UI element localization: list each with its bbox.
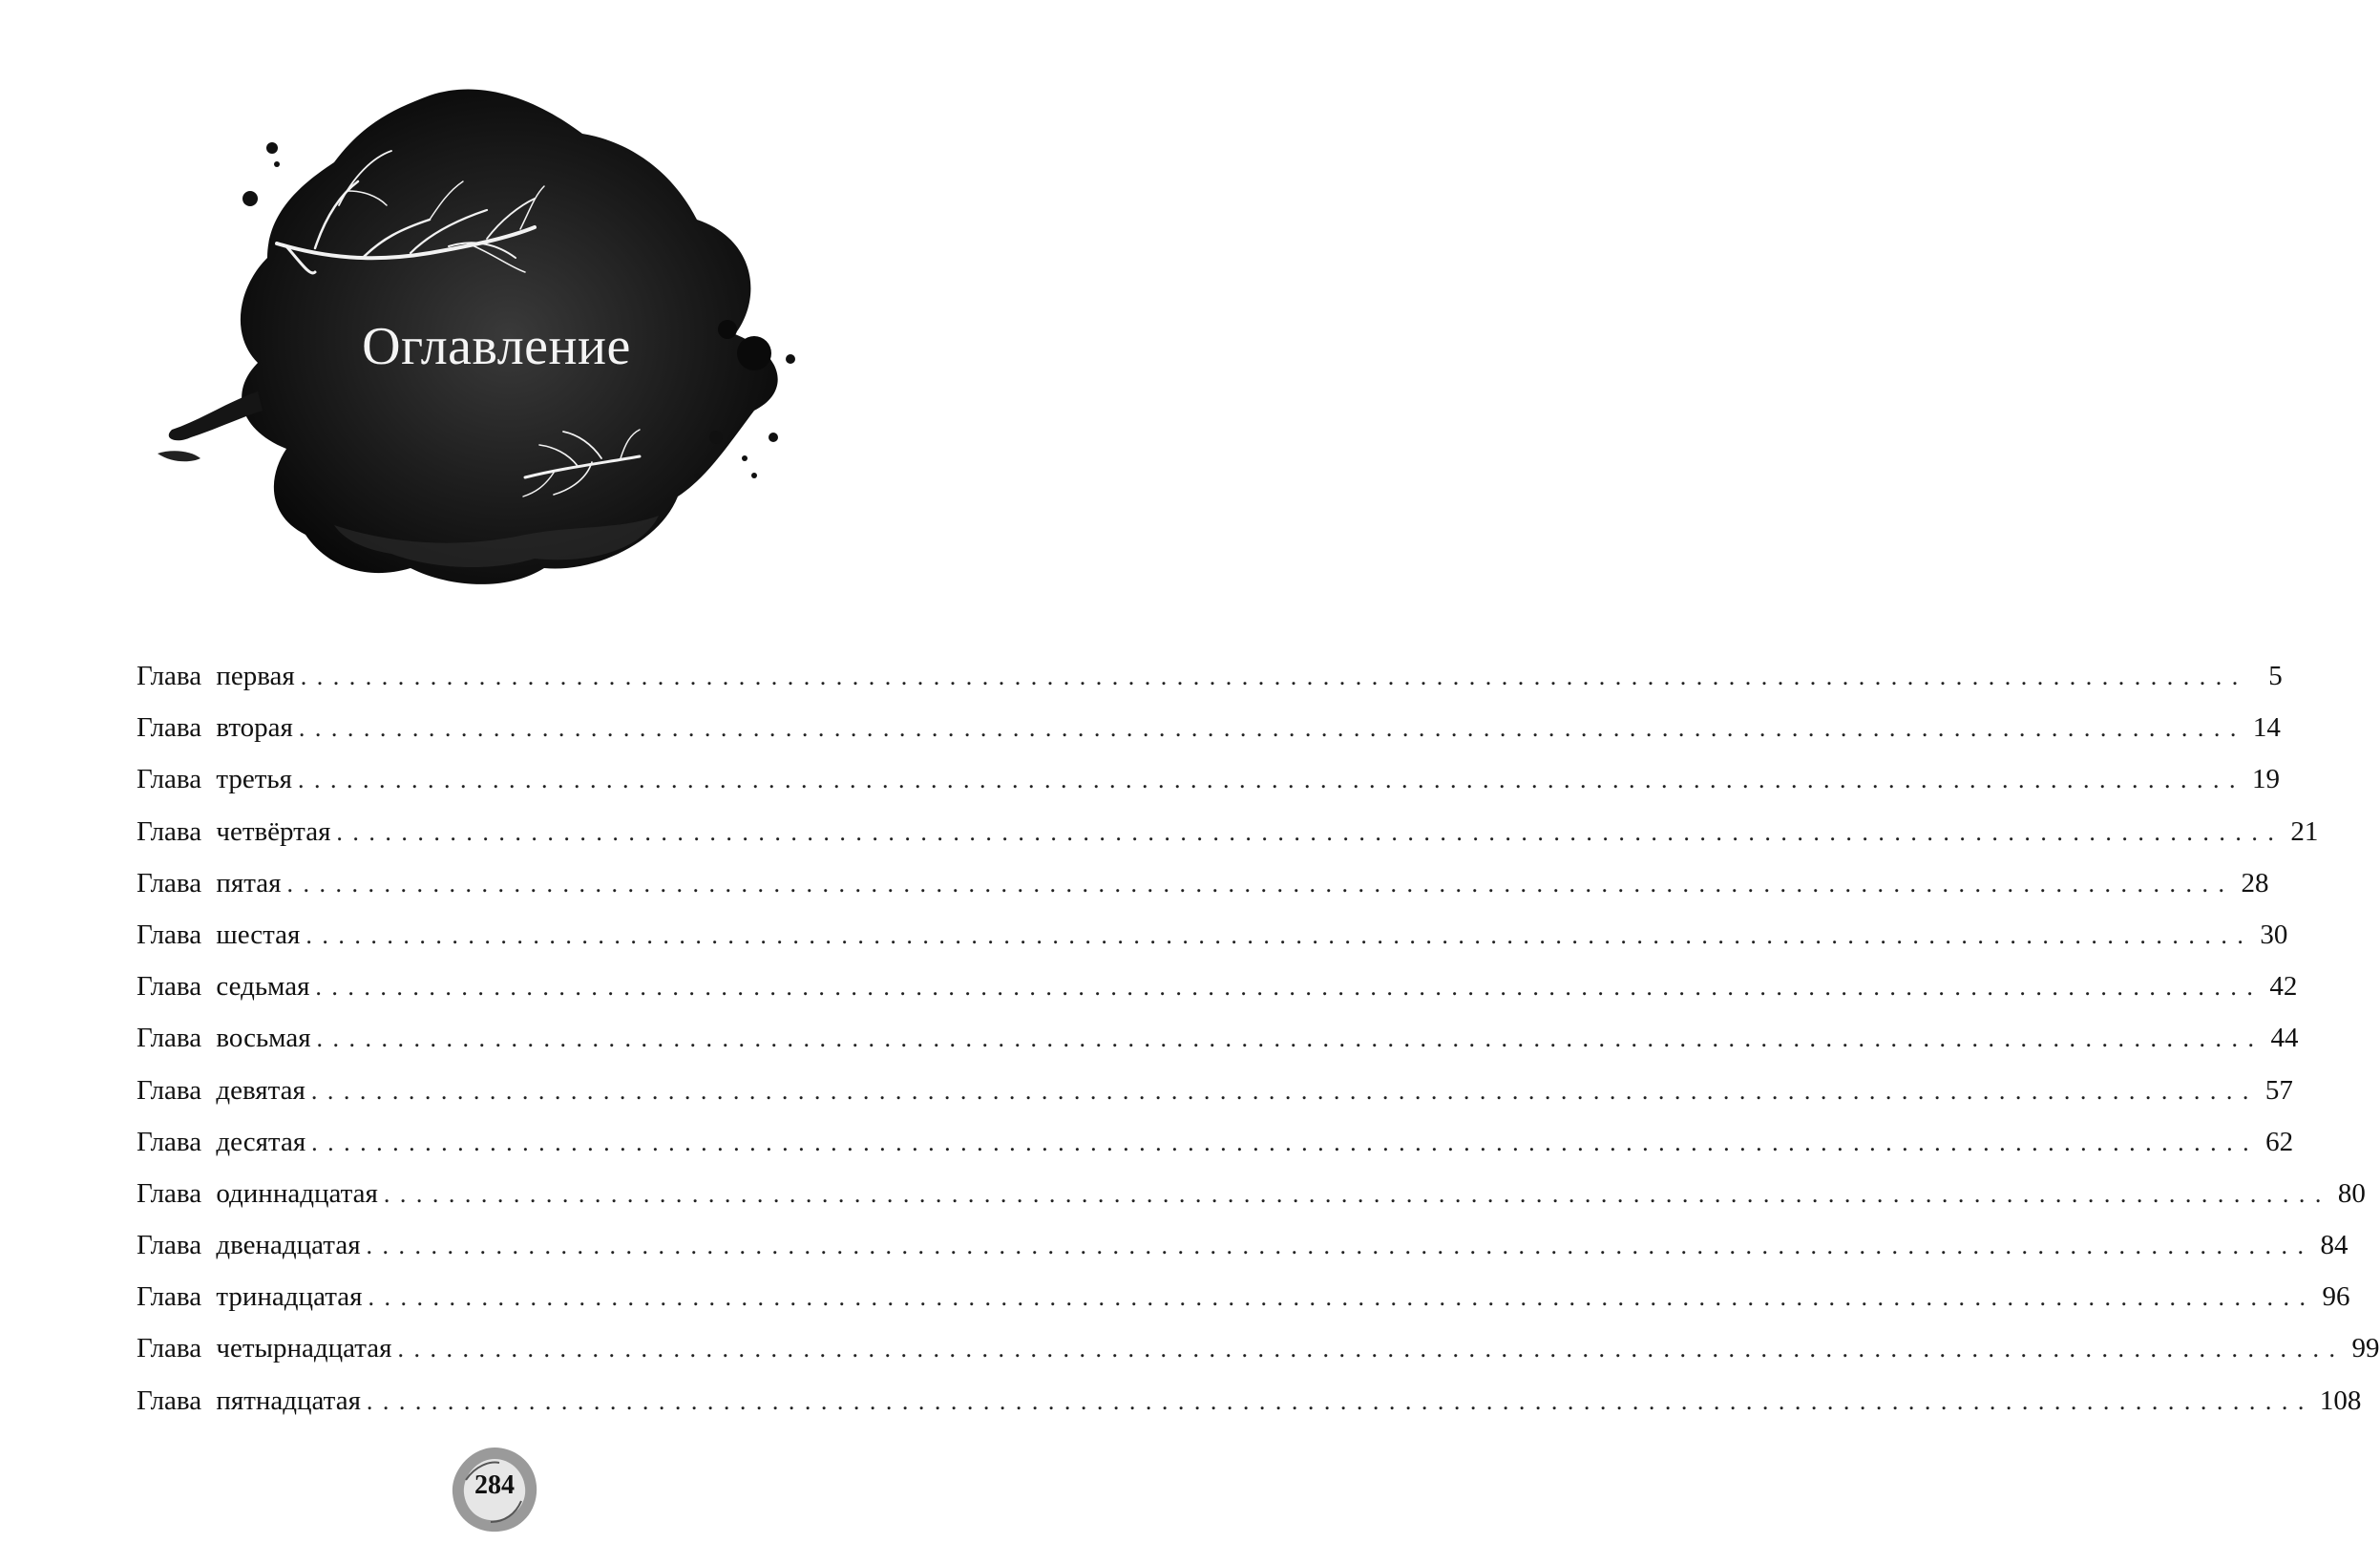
toc-dot-leader: ........................................................................................................................	[336, 817, 2285, 846]
toc-dot-leader: ........................................................................................................................	[316, 1025, 2264, 1053]
toc-dot-leader: ........................................................................................................................	[366, 1386, 2314, 1415]
toc-dot-leader: ........................................................................................................................	[305, 920, 2254, 949]
toc-dot-leader: ........................................................................................................................	[397, 1335, 2346, 1363]
toc-entry-label: Глава десятая	[137, 1126, 306, 1157]
toc-dot-leader: ........................................................................................................................	[368, 1283, 2316, 1312]
toc-entry	[137, 1074, 2293, 1129]
ink-drop	[786, 354, 795, 364]
toc-dot-leader: ........................................................................................................................	[310, 1076, 2259, 1105]
toc-entry	[137, 1177, 2366, 1232]
toc-entry-page: 57	[2264, 1074, 2293, 1106]
toc-entry-page: 96	[2322, 1281, 2350, 1313]
toc-entry	[137, 1384, 2362, 1439]
toc-entry-page: 80	[2337, 1177, 2366, 1209]
toc-dot-leader: ........................................................................................................................	[298, 714, 2246, 743]
toc-entry-label: Глава вторая	[137, 712, 293, 744]
toc-entry-page: 19	[2252, 764, 2280, 795]
ink-splatter-left-2	[158, 451, 200, 461]
toc-entry-label: Глава одиннадцатая	[137, 1177, 378, 1209]
toc-dot-leader: ........................................................................................................................	[383, 1179, 2331, 1208]
toc-entry-label: Глава тринадцатая	[137, 1281, 363, 1313]
toc-dot-leader: ........................................................................................................................	[311, 1128, 2260, 1156]
toc-entry-page: 14	[2252, 712, 2281, 744]
toc-dot-leader: ........................................................................................................................	[366, 1232, 2314, 1260]
toc-entry	[137, 867, 2269, 921]
toc-entry-page: 42	[2269, 971, 2298, 1003]
ink-drop	[742, 455, 748, 461]
toc-entry	[137, 661, 2283, 714]
table-of-contents	[137, 661, 2380, 1439]
toc-entry-page: 21	[2290, 815, 2319, 847]
toc-entry	[137, 1230, 2348, 1283]
page-title: Оглавление	[362, 317, 631, 376]
ink-drop	[769, 433, 778, 442]
toc-entry-label: Глава восьмая	[137, 1023, 311, 1054]
toc-entry-label: Глава первая	[137, 661, 295, 691]
toc-entry	[137, 1333, 2380, 1386]
ink-drop	[751, 473, 757, 478]
toc-entry-page: 108	[2319, 1384, 2362, 1416]
toc-entry-label: Глава третья	[137, 764, 292, 795]
toc-entry	[137, 1023, 2299, 1076]
toc-entry-page: 84	[2320, 1230, 2348, 1261]
toc-entry	[137, 712, 2281, 766]
toc-entry	[137, 971, 2298, 1025]
toc-entry-label: Глава девятая	[137, 1074, 305, 1106]
toc-entry-label: Глава пятнадцатая	[137, 1384, 361, 1416]
ink-drop	[266, 142, 278, 154]
toc-entry-page: 5	[2268, 661, 2283, 691]
toc-entry-page: 28	[2241, 867, 2269, 898]
toc-entry	[137, 919, 2288, 973]
toc-entry-label: Глава седьмая	[137, 971, 310, 1003]
toc-entry-page: 30	[2260, 919, 2288, 950]
toc-entry-page: 44	[2270, 1023, 2299, 1054]
toc-entry	[137, 815, 2319, 870]
toc-entry	[137, 1281, 2350, 1335]
toc-entry	[137, 764, 2280, 817]
ink-drop	[718, 320, 737, 339]
folio-number: 284	[474, 1470, 515, 1500]
ink-drop	[737, 336, 771, 370]
ink-drop	[709, 431, 723, 444]
toc-entry-label: Глава шестая	[137, 919, 301, 950]
toc-dot-leader: ........................................................................................................................	[315, 973, 2264, 1002]
ink-drop	[694, 473, 700, 478]
toc-entry-label: Глава двенадцатая	[137, 1230, 361, 1261]
toc-entry-page: 62	[2265, 1126, 2294, 1157]
toc-entry-label: Глава четвёртая	[137, 815, 331, 847]
toc-entry-label: Глава пятая	[137, 867, 282, 898]
ink-drop	[242, 191, 258, 206]
toc-dot-leader: ........................................................................................................................	[300, 663, 2248, 690]
ink-drop	[274, 161, 280, 167]
toc-dot-leader: ........................................................................................................................	[298, 766, 2245, 794]
toc-entry-label: Глава четырнадцатая	[137, 1333, 392, 1364]
toc-dot-leader: ........................................................................................................................	[286, 869, 2235, 898]
toc-entry-page: 99	[2351, 1333, 2380, 1364]
toc-entry	[137, 1126, 2294, 1180]
